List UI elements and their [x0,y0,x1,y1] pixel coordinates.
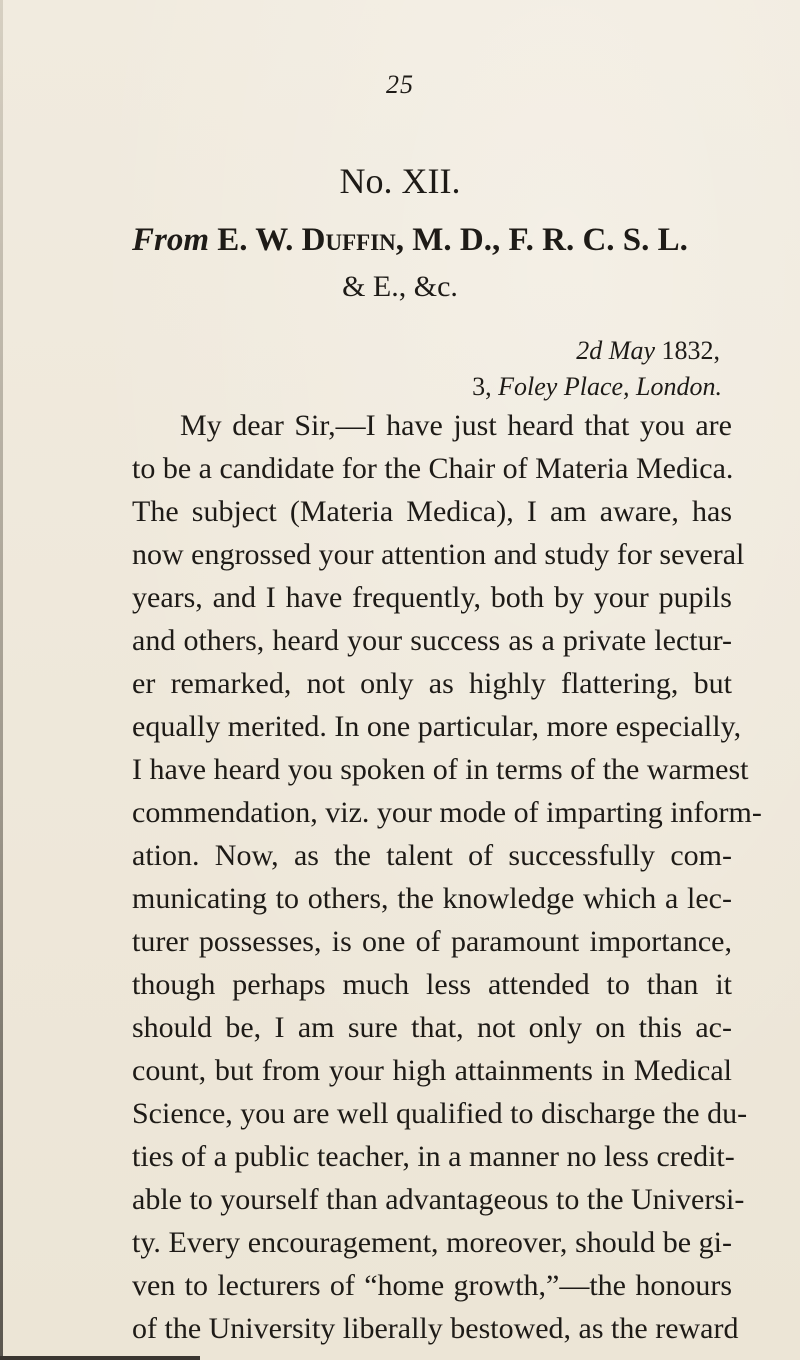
letter-line: turer possesses, is one of paramount importance, [132,925,732,958]
letter-line: er remarked, not only as highly flattering, but [132,667,732,700]
letter-line: My dear Sir,—I have just heard that you are [180,409,732,442]
letter-line: though perhaps much less attended to than it [132,968,732,1001]
letter-line: Science, you are well qualified to discharge the du- [132,1097,748,1130]
author-credentials: , M. D., F. R. C. S. L. [395,222,688,258]
letter-line: ties of a public teacher, in a manner no less credit- [132,1140,735,1173]
page-number: 25 [386,70,414,99]
from-prefix: From [132,222,210,258]
address-number: 3, [472,372,492,401]
letter-heading: No. XII. [339,161,461,201]
letter-line: I have heard you spoken of in terms of the warmest [132,753,749,786]
letter-body [132,404,762,1350]
from-line [132,222,732,259]
letter-line: years, and I have frequently, both by your pupils [132,581,732,614]
letter-line: to be a candidate for the Chair of Materia Medica. [132,452,734,485]
letter-line: able to yourself than advantageous to the Universi- [132,1183,745,1216]
letter-line: commendation, viz. your mode of imparting inform- [132,796,762,829]
letter-line: should be, I am sure that, not only on this ac- [132,1011,732,1044]
letter-line: count, but from your high attainments in Medical [132,1054,732,1087]
letter-line: ation. Now, as the talent of successfully com- [132,839,732,872]
letter-line: and others, heard your success as a private lectur- [132,624,732,657]
letter-line: ven to lecturers of “home growth,”—the honours [132,1269,732,1302]
date-day: 2d [576,336,603,365]
letter-line: ty. Every encouragement, moreover, should be gi- [132,1226,732,1259]
author-name: Duffin [301,222,396,258]
letter-line: now engrossed your attention and study for several [132,538,745,571]
author-credentials-continued: & E., &c. [342,270,458,303]
date-year: 1832, [661,336,720,365]
page-edge-shadow [0,0,3,1360]
address-city: London. [636,372,722,401]
letter-line: equally merited. In one particular, more especially, [132,710,742,743]
letter-line: The subject (Materia Medica), I am aware, has [132,495,732,528]
author-initials: E. W. [217,222,294,258]
letter-date [380,336,720,366]
bottom-edge-rule [0,1356,200,1360]
date-month: May [608,336,655,365]
letter-address [360,372,722,402]
letter-line: municating to others, the knowledge which a lec- [132,882,732,915]
address-street: Foley Place, [498,372,630,401]
letter-line: of the University liberally bestowed, as the reward [132,1312,739,1345]
